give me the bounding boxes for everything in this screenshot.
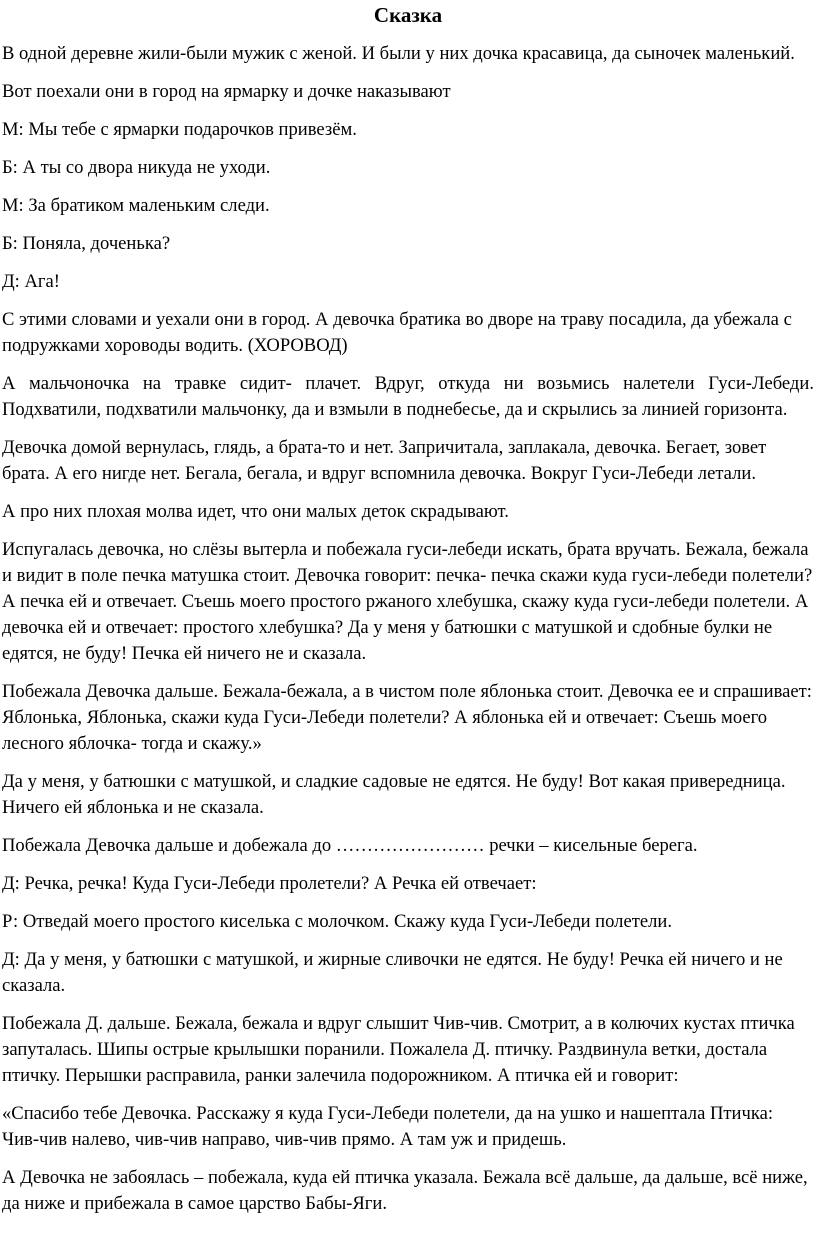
paragraph: В одной деревне жили-были мужик с женой. И были у них дочка красавица, да сыночек маленький. <box>2 43 795 64</box>
paragraph: Р: Отведай моего простого киселька с молочком. Скажу куда Гуси-Лебеди полетели. <box>2 911 672 932</box>
paragraph: Вот поехали они в город на ярмарку и дочке наказывают <box>2 81 451 102</box>
paragraph: Девочка домой вернулась, глядь, а брата-то и нет. Запричитала, заплакала, девочка. Бегает, зовет брата. А его нигде нет. Бегала, бегала, и вдруг вспомнила девочка. Вокруг Гуси-Лебеди летали. <box>2 437 767 484</box>
document-body <box>2 41 814 1217</box>
paragraph: Испугалась девочка, но слёзы вытерла и побежала гуси-лебеди искать, брата вручать. Бежала, бежала и видит в поле печка матушка стоит. Девочка говорит: печка- печка скажи куда гуси-лебеди полетели? А печка ей и отвечает. Съешь моего простого ржаного хлебушка, скажу куда гуси-лебеди полетели. А девочка ей и отвечает: простого хлебушка? Да у меня у батюшки с матушкой и сдобные булки не едятся, не буду! Печка ей ничего не и сказала. <box>2 539 813 664</box>
paragraph: Б: Поняла, доченька? <box>2 233 171 254</box>
paragraph: Д: Ага! <box>2 271 60 292</box>
paragraph: Д: Речка, речка! Куда Гуси-Лебеди пролетели? А Речка ей отвечает: <box>2 873 537 894</box>
paragraph: Побежала Д. дальше. Бежала, бежала и вдруг слышит Чив-чив. Смотрит, а в колючих кустах птичка запуталась. Шипы острые крылышки поранили. Пожалела Д. птичку. Раздвинула ветки, достала птичку. Перышки расправила, ранки залечила подорожником. А птичка ей и говорит: <box>2 1013 795 1086</box>
paragraph: М: За братиком маленьким следи. <box>2 195 270 216</box>
paragraph: Да у меня, у батюшки с матушкой, и сладкие садовые не едятся. Не буду! Вот какая привередница. Ничего ей яблонька и не сказала. <box>2 771 786 818</box>
paragraph: Б: А ты со двора никуда не уходи. <box>2 157 271 178</box>
paragraph: Побежала Девочка дальше и добежала до …………………… речки – кисельные берега. <box>2 835 698 856</box>
paragraph: А про них плохая молва идет, что они малых деток скрадывают. <box>2 501 509 522</box>
paragraph: С этими словами и уехали они в город. А девочка братика во дворе на траву посадила, да убежала с подружками хороводы водить. (ХОРОВОД) <box>2 309 792 356</box>
paragraph: Д: Да у меня, у батюшки с матушкой, и жирные сливочки не едятся. Не буду! Речка ей ничего и не сказала. <box>2 949 783 996</box>
paragraph: «Спасибо тебе Девочка. Расскажу я куда Гуси-Лебеди полетели, да на ушко и нашептала Птичка: Чив-чив налево, чив-чив направо, чив-чив прямо. А там уж и придешь. <box>2 1103 773 1150</box>
paragraph: А мальчоночка на травке сидит- плачет. Вдруг, откуда ни возьмись налетели Гуси-Лебеди. Подхватили, подхватили мальчонку, да и взмыли в поднебесье, да и скрылись за линией горизонта. <box>2 373 814 420</box>
paragraph: М: Мы тебе с ярмарки подарочков привезём. <box>2 119 357 140</box>
paragraph: Побежала Девочка дальше. Бежала-бежала, а в чистом поле яблонька стоит. Девочка ее и спрашивает: Яблонька, Яблонька, скажи куда Гуси-Лебеди полетели? А яблонька ей и отвечает: Съешь моего лесного яблочка- тогда и скажу.» <box>2 681 812 754</box>
document-title: Сказка <box>373 3 443 27</box>
paragraph: А Девочка не забоялась – побежала, куда ей птичка указала. Бежала всё дальше, да дальше, всё ниже, да ниже и прибежала в самое царство Бабы-Яги. <box>2 1167 808 1214</box>
